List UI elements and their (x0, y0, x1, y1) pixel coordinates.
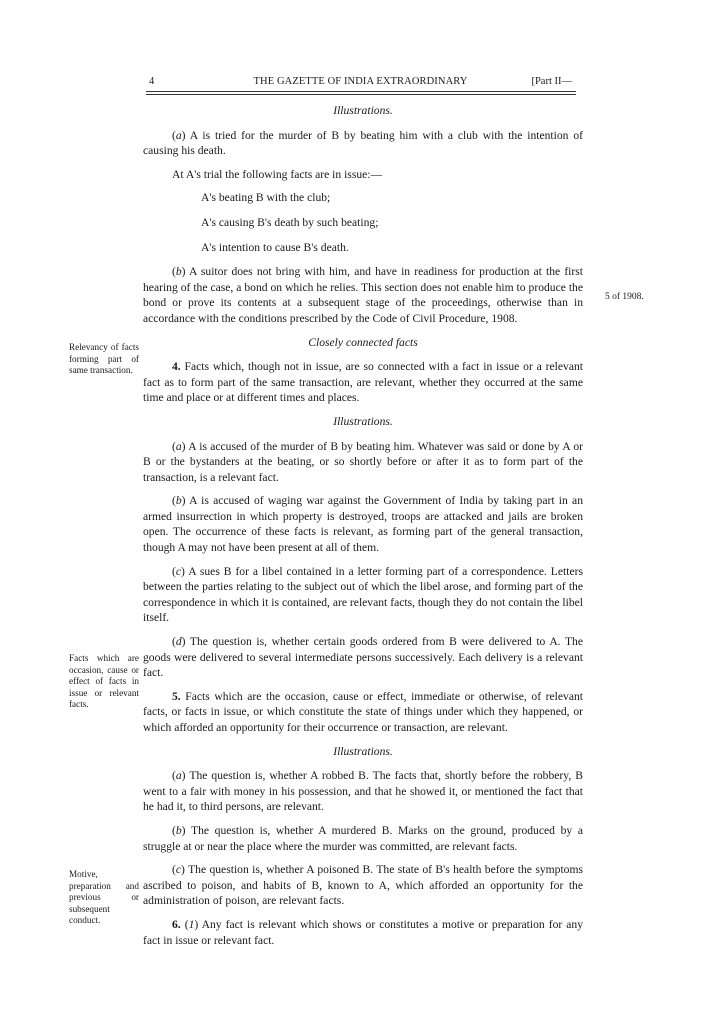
trial-intro: At A's trial the following facts are in issue:— (172, 167, 383, 181)
main-text (143, 100, 583, 956)
illustration-paragraph: (b) A is accused of waging war against the Government of India by taking part in an armed insurrection in which property is destroyed, troops are attacked and jails are broken open. The occurrence of these facts is relevant, as forming part of the general transaction, though A may not have been present at all of them. (143, 494, 583, 555)
illustration-paragraph: (a) A is accused of the murder of B by beating him. Whatever was said or done by A or B or the bystanders at the beating, or so shortly before or after it as to form part of the transaction, is a relevant fact. (143, 439, 583, 484)
illustration-paragraph: (c) A sues B for a libel contained in a letter forming part of a correspondence. Letters between the parties relating to the subject out of which the libel arose, and forming part of the correspondence in which it is contained, are relevant facts, though they do not contain the libel itself. (143, 564, 583, 625)
margin-note-section-4: Relevancy of facts forming part of same transaction. (69, 342, 139, 375)
illustration-paragraph: (c) The question is, whether A poisoned B. The state of B's health before the symptoms ascribed to poison, and habits of B, known to A, which afforded an opportunity for the administration of poison, are relevant facts. (143, 863, 583, 908)
issue-item: A's beating B with the club; (201, 191, 331, 205)
illustration-paragraph: (d) The question is, whether certain goods ordered from B were delivered to A. The goods were delivered to several intermediate persons successively. Each delivery is a relevant fact. (143, 635, 583, 680)
section-4: 4. Facts which, though not in issue, are so connected with a fact in issue or a relevant fact as to form part of the same transaction, are relevant, whether they occurred at the same time and place or at different times and places. (143, 360, 583, 405)
illustrations-heading: Illustrations. (333, 104, 393, 117)
illustration-paragraph: (b) The question is, whether A murdered B. Marks on the ground, produced by a struggle at or near the place where the murder was committed, are relevant facts. (143, 823, 583, 853)
illustration-paragraph: (a) The question is, whether A robbed B. The facts that, shortly before the robbery, B went to a fair with money in his possession, and that he showed it, or mentioned the fact that he had it, to third persons, are relevant. (143, 769, 583, 814)
margin-note-section-6: Motive, preparation and previous or subsequent conduct. (69, 869, 139, 925)
page-number: 4 (149, 76, 155, 87)
section-5: 5. Facts which are the occasion, cause or effect, immediate or otherwise, of relevant facts, or facts in issue, or which constitute the state of things under which they happened, or which afforded an opportunity for their occurrence or transaction, are relevant. (143, 689, 583, 734)
issue-item: A's causing B's death by such beating; (201, 215, 379, 229)
margin-note-section-5: Facts which are occasion, cause or effect of facts in issue or relevant facts. (69, 653, 139, 709)
illustration-paragraph: (a) A is tried for the murder of B by beating him with a club with the intention of causing his death. (143, 128, 583, 158)
illustration-paragraph: (b) A suitor does not bring with him, and have in readiness for production at the first hearing of the case, a bond on which he relies. This section does not enable him to produce the bond or prove its contents at a subsequent stage of the proceedings, otherwise than in accordance with the conditions prescribed by the Code of Civil Procedure, 1908. (143, 265, 583, 325)
illustrations-heading: Illustrations. (333, 744, 393, 758)
gazette-title: THE GAZETTE OF INDIA EXTRAORDINARY (253, 76, 468, 87)
section-6: 6. (1) Any fact is relevant which shows or constitutes a motive or preparation for any fact in issue or relevant fact. (143, 917, 583, 947)
part-label: [Part II— (531, 76, 572, 87)
illustrations-heading: Illustrations. (333, 414, 393, 428)
header-rule-top (146, 91, 576, 92)
section-group-heading: Closely connected facts (308, 335, 418, 349)
page-header (143, 76, 578, 92)
header-rule-bottom (146, 94, 576, 95)
margin-citation: 5 of 1908. (605, 292, 644, 302)
issue-item: A's intention to cause B's death. (201, 240, 349, 254)
